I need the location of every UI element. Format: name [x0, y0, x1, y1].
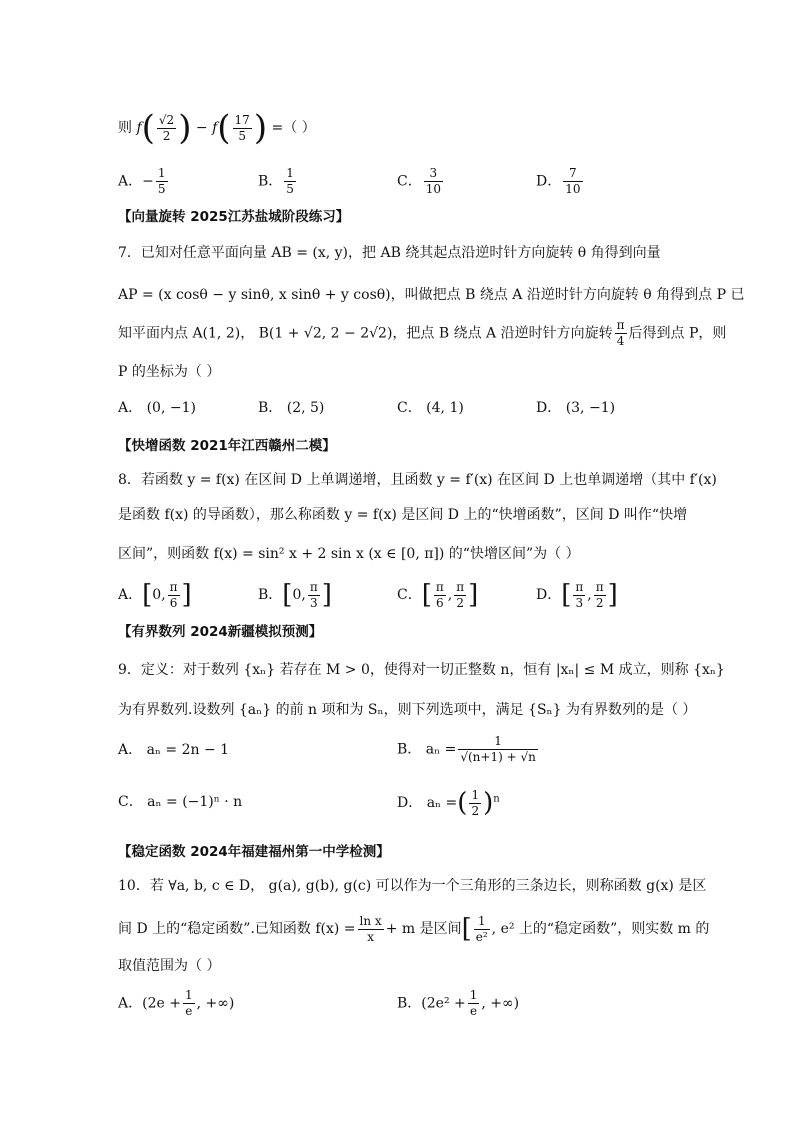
q9-option-c[interactable]: C． aₙ = (−1)ⁿ · n — [118, 794, 243, 810]
q10-line2: 间 D 上的“稳定函数”.已知函数 f(x) = $\frac{\text{ln x}}{x}$ + m 是区间[ $\frac{1}{\text{e²}}$ , e² 上的“稳定函数”，则实数 m 的 — [118, 913, 710, 944]
q8-line1: 8．若函数 y = f(x) 在区间 D 上单调递增，且函数 y = f′(x) 在区间 D 上也单调递增（其中 f′(x) — [118, 472, 717, 488]
q10-line1: 10．若 ∀a, b, c ∈ D， g(a), g(b), g(c) 可以作为一个三角形的三条边长，则称函数 g(x) 是区 — [118, 878, 707, 894]
q7-line3: 知平面内点 A(1, 2)， B(1 + √2, 2 − 2√2)，把点 B 绕点 A 沿逆时针方向旋转 $\frac{\pi}{4}$ 后得到点 P，则 — [118, 318, 727, 348]
q7-line1: 7．已知对任意平面向量 AB = (x, y)，把 AB 绕其起点沿逆时针方向旋转 θ 角得到向量 — [118, 245, 661, 261]
q9-line1: 9．定义：对于数列 {xₙ} 若存在 M > 0，使得对一切正整数 n，恒有 |xₙ| ≤ M 成立，则称 {xₙ} — [118, 662, 725, 678]
q6-option-b[interactable]: B． $\frac{1}{5}$ — [258, 166, 294, 196]
q8-option-d[interactable]: D．[ $\frac{\pi}{3}$ , $\frac{\pi}{2}$ ] — [536, 579, 618, 610]
q8-option-c[interactable]: C．[ $\frac{\pi}{6}$ , $\frac{\pi}{2}$ ] — [397, 579, 479, 610]
q9-tag: 【有界数列 2024新疆模拟预测】 — [118, 624, 323, 640]
q8-option-b[interactable]: B．[0, $\frac{\pi}{3}$ ] — [258, 579, 332, 610]
q9-option-d[interactable]: D． aₙ =( $\frac{1}{2}$ )$^n$ — [397, 787, 500, 818]
q8-tag: 【快增函数 2021年江西赣州二模】 — [118, 438, 336, 454]
q6-expression: 则 f( $\frac{√2}{2}$ ) − f( $\frac{17}{5}$ ) =（ ） — [118, 108, 316, 148]
q6-arg2: $\frac{17}{5}$ — [234, 112, 250, 143]
q6-prefix: 则 — [118, 120, 132, 136]
q7-tag: 【向量旋转 2025江苏盐城阶段练习】 — [118, 209, 350, 225]
q10-tag: 【稳定函数 2024年福建福州第一中学检测】 — [118, 844, 390, 860]
q8-line2: 是函数 f(x) 的导函数），那么称函数 y = f(x) 是区间 D 上的“快增函数”，区间 D 叫作“快增 — [118, 507, 688, 523]
q9-option-a[interactable]: A． aₙ = 2n − 1 — [118, 742, 230, 758]
q6-option-c[interactable]: C． $\frac{3}{10}$ — [397, 166, 441, 196]
q8-line3: 区间”，则函数 f(x) = sin² x + 2 sin x (x ∈ [0, π]) 的“快增区间”为（ ） — [118, 546, 580, 562]
q10-line3: 取值范围为（ ） — [118, 958, 221, 974]
q7-option-a[interactable]: A． (0, −1) — [118, 400, 196, 416]
q9-line2: 为有界数列.设数列 {aₙ} 的前 n 项和为 Sₙ，则下列选项中，满足 {Sₙ} 为有界数列的是（ ） — [118, 702, 697, 718]
q6-option-d[interactable]: D． $\frac{7}{10}$ — [536, 166, 581, 196]
q7-line2: AP = (x cosθ − y sinθ, x sinθ + y cosθ)，叫做把点 B 绕点 A 沿逆时针方向旋转 θ 角得到点 P 已 — [118, 287, 745, 303]
q6-arg1: $\frac{√2}{2}$ — [158, 112, 175, 143]
q10-option-b[interactable]: B．(2e² + $\frac{1}{e}$ , +∞) — [397, 988, 520, 1018]
q10-option-a[interactable]: A．(2e + $\frac{1}{e}$ , +∞) — [118, 988, 235, 1018]
q7-option-c[interactable]: C． (4, 1) — [397, 400, 464, 416]
q8-option-a[interactable]: A．[0, $\frac{\pi}{6}$ ] — [118, 579, 192, 610]
q7-option-d[interactable]: D． (3, −1) — [536, 400, 616, 416]
q9-option-b[interactable]: B． aₙ = $\frac{1}{√(n+1) + √n}$ — [397, 734, 536, 764]
q6-option-a[interactable]: A．− $\frac{1}{5}$ — [118, 166, 166, 196]
q7-option-b[interactable]: B． (2, 5) — [258, 400, 325, 416]
q7-line4: P 的坐标为（ ） — [118, 364, 221, 380]
